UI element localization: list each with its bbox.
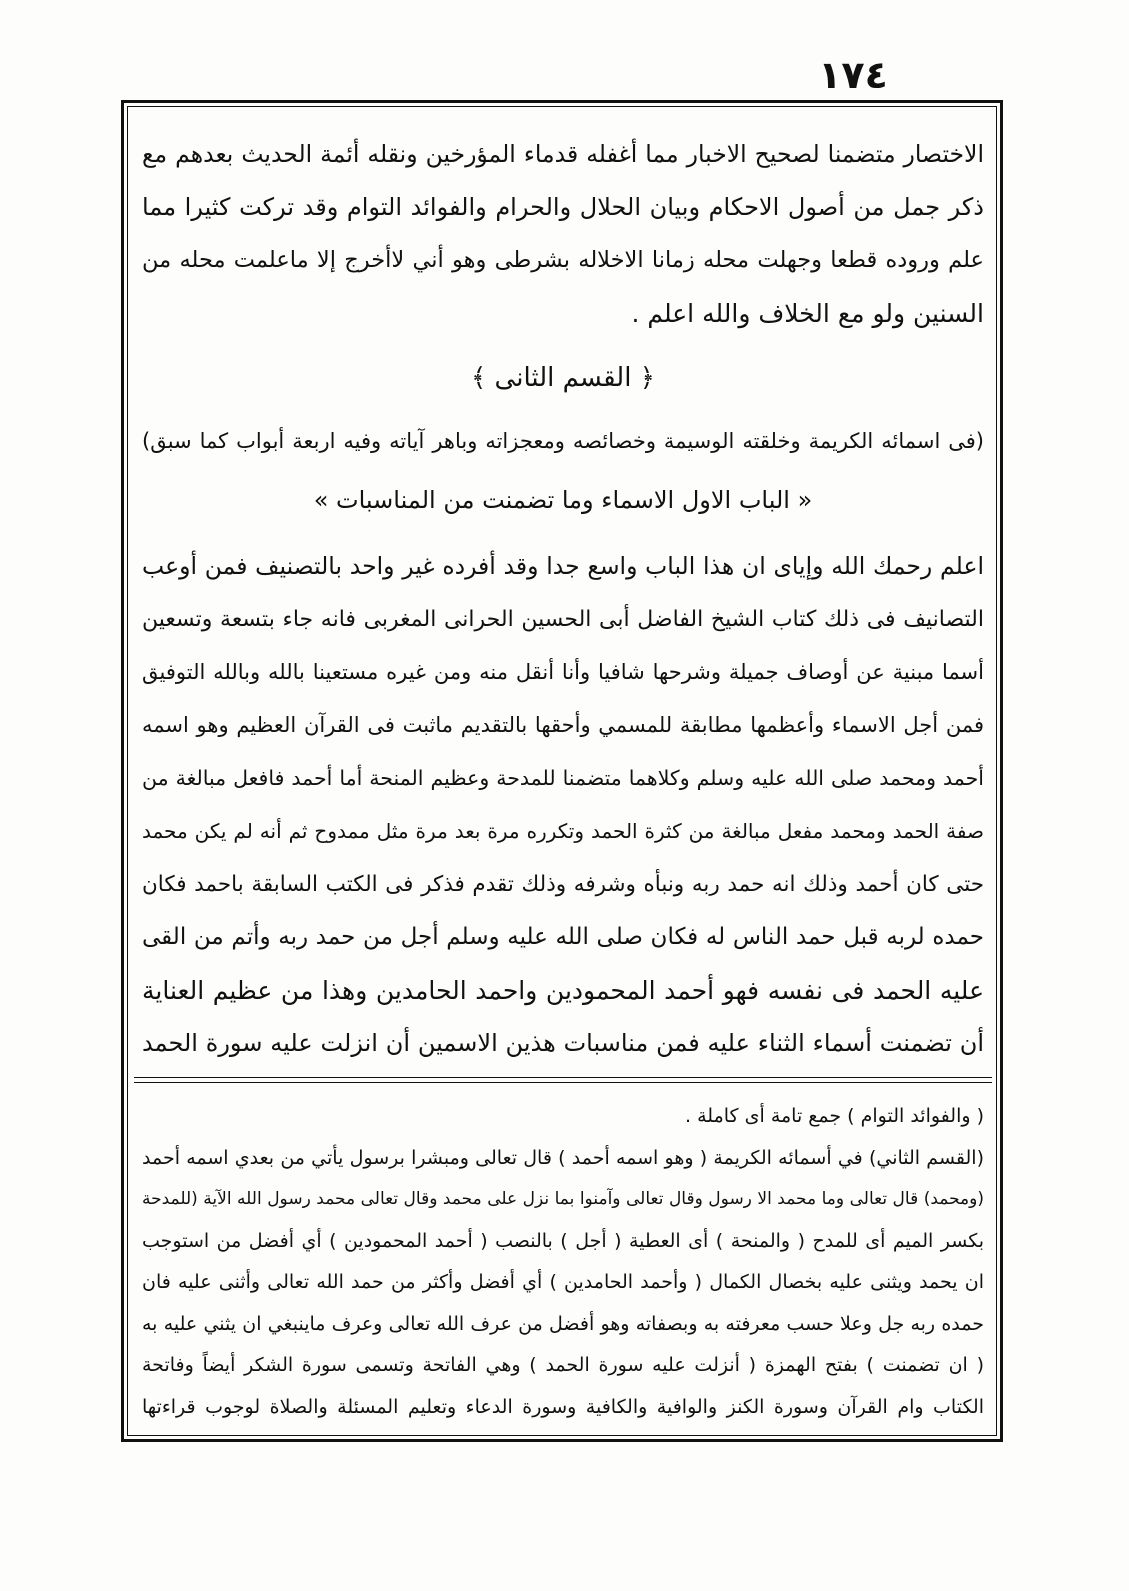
main-text	[142, 128, 984, 1070]
footnote-line: حمده ربه جل وعلا حسب معرفته به وبصفاته وهو أفضل من عرف الله تعالى وعرف ماينبغي ان يثني عليه به	[142, 1312, 984, 1335]
main-text-line: أسما مبنية عن أوصاف جميلة وشرحها شافيا وأنا أنقل منه ومن غيره مستعينا بالله وبالله التوفيق	[142, 660, 984, 684]
main-text-line: السنين ولو مع الخلاف والله اعلم .	[631, 299, 984, 328]
section-heading: ﴿ القسم الثانى ﴾	[471, 363, 655, 393]
main-text-line: حمده لربه قبل حمد الناس له فكان صلى الله عليه وسلم أجل من حمد ربه وأتم من القى	[142, 924, 984, 950]
main-text-line: حتى كان أحمد وذلك انه حمد ربه ونبأه وشرفه وذلك تقدم فذكر فى الكتب السابقة باحمد فكان	[142, 872, 984, 897]
section-subtitle: (فى اسمائه الكريمة وخلقته الوسيمة وخصائصه ومعجزاته وباهر آياته وفيه اربعة أبواب كما سبق)	[142, 429, 984, 453]
page-number: ١٧٤	[818, 53, 888, 97]
main-text-line: الاختصار متضمنا لصحيح الاخبار مما أغفله قدماء المؤرخين ونقله أئمة الحديث بعدهم مع	[142, 140, 984, 168]
main-text-line: التصانيف فى ذلك كتاب الشيخ الفاضل أبى الحسين الحرانى المغربى فانه جاء بتسعة وتسعين	[142, 607, 984, 632]
main-text-line: أن تضمنت أسماء الثناء عليه فمن مناسبات هذين الاسمين أن انزلت عليه سورة الحمد	[142, 1029, 984, 1057]
footnote-separator	[134, 1077, 992, 1083]
footnote-line: ( ان تضمنت ) بفتح الهمزة ( أنزلت عليه سورة الحمد ) وهي الفاتحة وتسمى سورة الشكر أيضاً وفاتحة	[142, 1354, 984, 1376]
footnotes	[142, 1096, 984, 1428]
main-text-line: علم وروده قطعا وجهلت محله زمانا الاخلاله بشرطى وهو أني لاأخرج إلا ماعلمت محله من	[142, 247, 984, 273]
main-text-line: فمن أجل الاسماء وأعظمها مطابقة للمسمي وأحقها بالتقديم ماثبت فى القرآن العظيم وهو اسمه	[142, 713, 984, 737]
main-text-line: أحمد ومحمد صلى الله عليه وسلم وكلاهما متضمنا للمدحة وعظيم المنحة أما أحمد فافعل مبالغة من	[142, 766, 984, 790]
main-text-line: صفة الحمد ومحمد مفعل مبالغة من كثرة الحمد وتكرره مرة بعد مرة مثل ممدوح ثم أنه لم يكن محمد	[142, 819, 984, 843]
footnote-line: ( والفوائد التوام ) جمع تامة أى كاملة .	[685, 1105, 984, 1127]
footnote-line: الكتاب وام القرآن وسورة الكنز والوافية والكافية وسورة الدعاء وتعليم المسئلة والصلاة لوجوب قراءتها	[142, 1395, 984, 1418]
main-text-line: اعلم رحمك الله وإياى ان هذا الباب واسع جدا وقد أفرده غير واحد بالتصنيف فمن أوعب	[142, 552, 984, 580]
footnote-line: بكسر الميم أى للمدح ( والمنحة ) أى العطية ( أجل ) بالنصب ( أحمد المحمودين ) أي أفضل من استوجب	[142, 1229, 984, 1252]
footnote-line: (ومحمد) قال تعالى وما محمد الا رسول وقال تعالى وآمنوا بما نزل على محمد وقال تعالى محمد رسول الله الآية (للمدحة	[142, 1189, 984, 1209]
chapter-heading: « الباب الاول الاسماء وما تضمنت من المناسبات »	[313, 486, 813, 514]
footnote-line: (القسم الثاني) في أسمائه الكريمة ( وهو اسمه أحمد ) قال تعالى ومبشرا برسول يأتي من بعدي اسمه أحمد	[142, 1146, 984, 1169]
main-text-line: ذكر جمل من أصول الاحكام وبيان الحلال والحرام والفوائد التوام وقد تركت كثيرا مما	[142, 193, 984, 221]
main-text-line: عليه الحمد فى نفسه فهو أحمد المحمودين واحمد الحامدين وهذا من عظيم العناية	[142, 976, 984, 1005]
footnote-line: ان يحمد ويثنى عليه بخصال الكمال ( وأحمد الحامدين ) أي أفضل وأكثر من حمد الله تعالى وأثنى عليه فان	[142, 1271, 984, 1293]
